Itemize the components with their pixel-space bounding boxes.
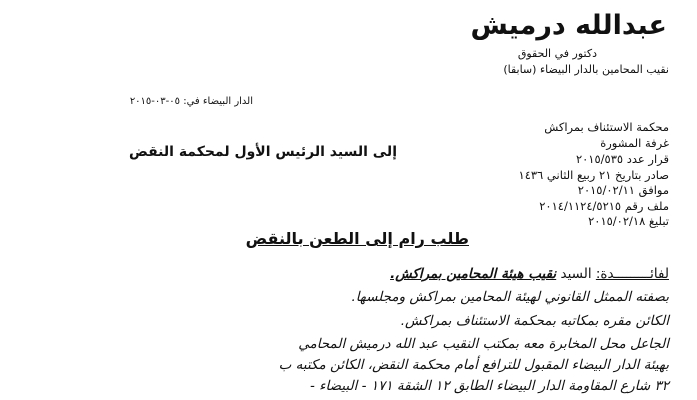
issue-date-gregorian: موافق ٢٠١٥/٠٢/١١ <box>577 183 669 197</box>
file-number: ملف رقم ٢٠١٤/١١٢٤/٥٢١٥ <box>539 199 669 213</box>
party-line <box>390 266 669 282</box>
notification-date: تبليغ ٢٠١٥/٠٢/١٨ <box>588 214 669 228</box>
body-line: الجاعل محل المخابرة معه بمكتب النقيب عبد الله درميش المحامي <box>298 336 669 352</box>
body-line: ٣٢ شارع المقاومة الدار البيضاء الطابق ١٢ الشقة ١٧١ - البيضاء - <box>310 378 669 394</box>
author-name: عبدالله درميش <box>470 10 667 41</box>
party-name: نقيب هيئة المحامين بمراكش. <box>390 266 557 282</box>
body-line: بصفته الممثل القانوني لهيئة المحامين بمراكش ومجلسها. <box>351 289 669 305</box>
author-title-doctorate: دكتور في الحقوق <box>517 47 597 60</box>
document-subject: طلب رام إلى الطعن بالنقض <box>245 229 469 248</box>
author-title-bar: نقيب المحامين بالدار البيضاء (سابقا) <box>503 63 669 76</box>
decision-number: قرار عدد ٢٠١٥/٥٣٥ <box>575 152 669 166</box>
body-line: الكائن مقره بمكاتبه بمحكمة الاستئناف بمراكش. <box>400 313 669 329</box>
on-behalf-label: لفائـــــــــدة: <box>595 266 669 282</box>
place-date-line: الدار البيضاء في: ٠٥-٠٣-٢٠١٥ <box>129 96 253 107</box>
body-line: بهيئة الدار البيضاء المقبول للترافع أمام محكمة النقض، الكائن مكتبه ب <box>278 357 669 373</box>
issue-date-hijri: صادر بتاريخ ٢١ ربيع الثاني ١٤٣٦ <box>518 168 669 182</box>
court-name: محكمة الاستئناف بمراكش <box>544 120 669 134</box>
party-prefix: السيد <box>560 266 592 282</box>
chamber-name: غرفة المشورة <box>600 136 669 150</box>
addressee-line: إلى السيد الرئيس الأول لمحكمة النقض <box>129 144 397 160</box>
